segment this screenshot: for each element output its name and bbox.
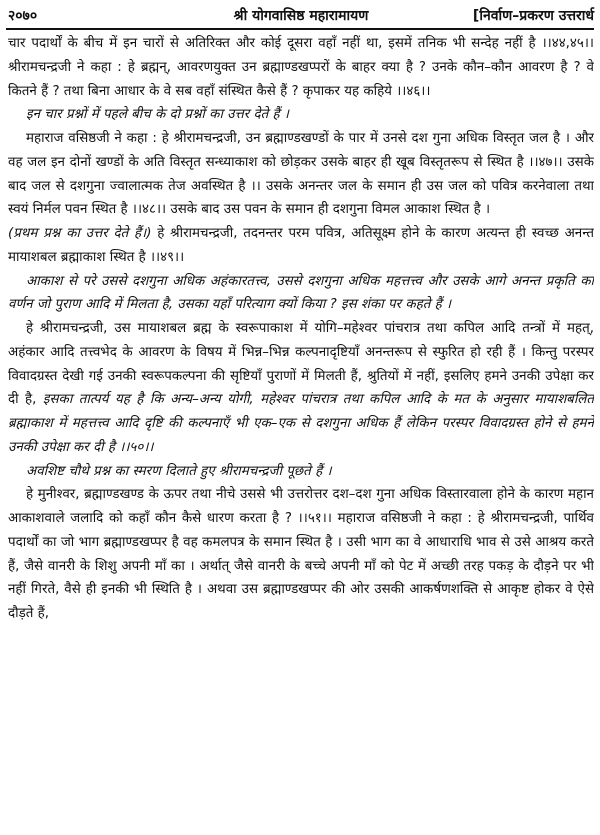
paragraph-3: महाराज वसिष्ठजी ने कहा : हे श्रीरामचन्द्रजी, उन ब्रह्माण्डखण्डों के पार में उनसे दश गुना अधिक विस्तृत जल है । और वह जल इन दोनों खण्डों के अति विस्तृत सन्ध्याकाश को छोड़कर उसके बाहर ही खूब विस्तृतरूप से स्थित है ।।४७।। उसके बाद जल से दशगुना ज्वालात्मक तेज अवस्थित है ।। उसके अनन्तर जल के समान ही उस जल को पवित्र करनेवाला तथा स्वयं निर्मल पवन स्थित है ।।४८।। उसके बाद उस पवन के समान ही दशगुना विमल आकाश स्थित है । — [8, 131, 594, 218]
section-title: [निर्वाण–प्रकरण उत्तरार्ध — [472, 8, 594, 24]
paragraph-6-italic: इसका तात्पर्य यह है कि अन्य–अन्य योगी, महेश्वर पांचरात्र तथा कपिल आदि के मत के अनुसार मायाशबलित ब्रह्माकाश में महत्तत्त्व आदि दृष्टि की कल्पनाएँ भी एक–एक से दशगुना अधिक हैं लेकिन परस्पर विवादग्रस्त होने से हमने उनकी उपेक्षा कर दी है ।।५०।। — [8, 392, 594, 455]
book-title: श्री योगवासिष्ठ महारामायण — [233, 8, 369, 24]
paragraph-4-italic: (प्रथम प्रश्न का उत्तर देते हैं।) — [8, 226, 152, 241]
page-header — [8, 0, 594, 30]
paragraph-6 — [8, 317, 594, 460]
paragraph-8: हे मुनीश्वर, ब्रह्माण्डखण्ड के ऊपर तथा नीचे उससे भी उत्तरोत्तर दश–दश गुना अधिक विस्तारवाला होने के कारण महान आकाशवाले जलादि को कहाँ कौन कैसे धारण करता है ? ।।५१।। महाराज वसिष्ठजी ने कहा : हे श्रीरामचन्द्रजी, पार्थिव पदार्थों का जो भाग ब्रह्माण्डखप्पर है वह कमलपत्र के समान स्थित है । उसी भाग का वे आधाराधि भाव से उसे आश्रय करते हैं, जैसे वानरी के शिशु अपनी माँ का । अर्थात् जैसे वानरी के बच्चे अपनी माँ को पेट में अच्छी तरह पकड़ के दौड़ने पर भी नहीं गिरते, वैसे ही इनकी भी स्थिति है । अथवा उस ब्रह्माण्डखप्पर की ओर उसकी आकर्षणशक्ति से आकृष्ट होकर वे ऐसे दौड़ते हैं, — [8, 487, 594, 621]
paragraph-4-text: हे श्रीरामचन्द्रजी, तदनन्तर परम पवित्र, अतिसूक्ष्म होने के कारण अत्यन्त ही स्वच्छ अनन्त मायाशबल ब्रह्माकाश स्थित है ।।४९।। — [8, 226, 594, 265]
paragraph-6-text: हे श्रीरामचन्द्रजी, उस मायाशबल ब्रह्म के स्वरूपाकाश में योगि–महेश्वर पांचरात्र तथा कपिल आदि तन्त्रों में महत्, अहंकार आदि तत्त्वभेद के आवरण के विषय में भिन्न–भिन्न कल्पनादृष्टियाँ अनन्तरूप से स्फुरित हो रही हैं । किन्तु परस्पर विवादग्रस्त देखी गई उनकी स्वरूपकल्पना की सृष्टियाँ पुराणों में मिलती हैं, श्रुतियों में नहीं, इसलिए हमने उनकी उपेक्षा कर दी है, — [8, 321, 594, 408]
paragraph-7: अवशिष्ट चौथे प्रश्न का स्मरण दिलाते हुए श्रीरामचन्द्रजी पूछते हैं । — [26, 463, 332, 479]
header-rule — [6, 28, 594, 30]
paragraph-4 — [8, 222, 594, 270]
paragraph-5: आकाश से परे उससे दशगुना अधिक अहंकारतत्त्व, उससे दशगुना अधिक महत्तत्त्व और उसके आगे अनन्त प्रकृति का वर्णन जो पुराण आदि में मिलता है, उसका यहाँ परित्याग क्यों किया ? इस शंका पर कहते हैं । — [8, 273, 594, 313]
page-number: २०७० — [8, 8, 38, 24]
paragraph-2: इन चार प्रश्नों में पहले बीच के दो प्रश्नों का उत्तर देते हैं । — [26, 107, 289, 123]
page-body — [8, 32, 594, 835]
paragraph-1: चार पदार्थों के बीच में इन चारों से अतिरिक्त और कोई दूसरा वहाँ नहीं था, इसमें तनिक भी सन्देह नहीं है ।।४४,४५।। श्रीरामचन्द्रजी ने कहा : हे ब्रह्मन्, आवरणयुक्त उन ब्रह्माण्डखप्परों के बाहर क्या है ? उनके कौन–कौन आवरण है ? वे कितने हैं ? तथा बिना आधार के वे सब वहाँ संस्थित कैसे हैं ? कृपाकर यह कहिये ।।४६।। — [8, 36, 594, 99]
